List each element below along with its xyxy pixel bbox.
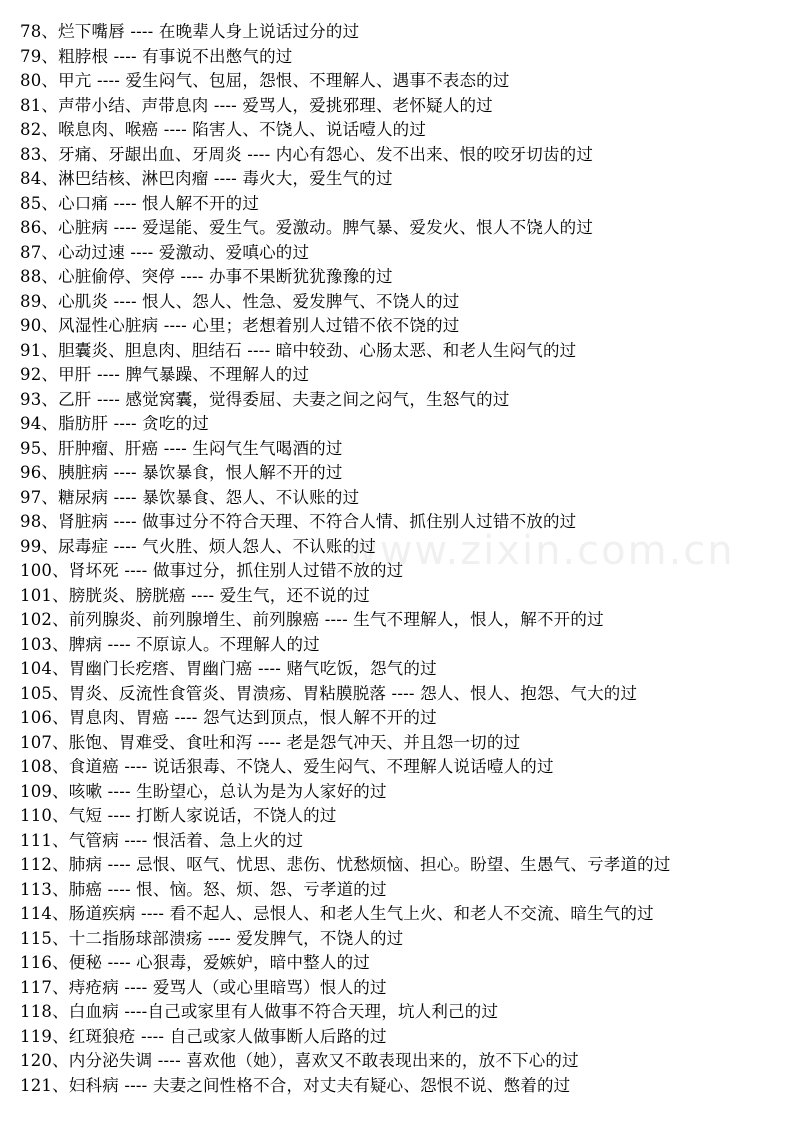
list-item: 99、尿毒症 ---- 气火胜、烦人怨人、不认账的过 [20,536,376,556]
list-item: 93、乙肝 ---- 感觉窝囊，觉得委屈、夫妻之间之闷气，生怒气的过 [20,389,510,409]
list-item: 120、内分泌失调 ---- 喜欢他（她），喜欢又不敢表现出来的，放不下心的过 [20,1051,579,1070]
list-item: 121、妇科病 ---- 夫妻之间性格不合，对丈夫有疑心、怨恨不说、憋着的过 [20,1075,571,1095]
list-item: 97、糖尿病 ---- 暴饮暴食、怨人、不认账的过 [20,487,360,507]
list-item: 95、肝肿瘤、肝癌 ---- 生闷气生气喝酒的过 [20,438,343,458]
list-item: 103、脾病 ---- 不原谅人。不理解人的过 [20,634,320,654]
list-item: 102、前列腺炎、前列腺增生、前列腺癌 ---- 生气不理解人，恨人，解不开的过 [20,610,604,629]
list-item: 114、肠道疾病 ---- 看不起人、忌恨人、和老人生气上火、和老人不交流、暗生气的过 [20,904,654,923]
list-item: 96、胰脏病 ---- 暴饮暴食，恨人解不开的过 [20,463,343,482]
list-item: 86、心脏病 ---- 爱逞能、爱生气。爱激动。脾气暴、爱发火、恨人不饶人的过 [20,218,594,237]
list-item: 110、气短 ---- 打断人家说话，不饶人的过 [20,806,337,825]
list-item: 84、淋巴结核、淋巴肉瘤 ---- 毒火大，爱生气的过 [20,169,393,188]
list-item: 92、甲肝 ---- 脾气暴躁、不理解人的过 [20,365,310,384]
list-item: 104、胃幽门长疙瘩、胃幽门癌 ---- 赌气吃饭，怨气的过 [20,659,437,678]
list-item: 89、心肌炎 ---- 恨人、怨人、性急、爱发脾气、不饶人的过 [20,291,460,311]
list-item: 79、粗脖根 ---- 有事说不出憋气的过 [20,46,293,66]
list-item: 81、声带小结、声带息肉 ---- 爱骂人，爱挑邪理、老怀疑人的过 [20,95,493,115]
list-item: 87、心动过速 ---- 爱激动、爱嗔心的过 [20,242,310,262]
list-item: 101、膀胱炎、膀胱癌 ---- 爱生气，还不说的过 [20,585,370,605]
list-item: 94、脂肪肝 ---- 贪吃的过 [20,414,209,433]
list-item: 98、肾脏病 ---- 做事过分不符合天理、不符合人情、抓住别人过错不放的过 [20,512,577,531]
list-item: 109、咳嗽 ---- 生盼望心，总认为是为人家好的过 [20,781,387,801]
list-item: 100、肾坏死 ---- 做事过分，抓住别人过错不放的过 [20,561,404,580]
list-item: 113、肺癌 ---- 恨、恼。怒、烦、怨、亏孝道的过 [20,879,387,899]
list-item: 117、痔疮病 ---- 爱骂人（或心里暗骂）恨人的过 [20,977,387,997]
list-item: 80、甲亢 ---- 爱生闷气、包屈，怨恨、不理解人、遇事不表态的过 [20,71,510,90]
list-item: 111、气管病 ---- 恨活着、急上火的过 [20,830,304,850]
list-item: 88、心脏偷停、突停 ---- 办事不果断犹犹豫豫的过 [20,267,393,286]
list-item: 118、白血病 ----自己或家里有人做事不符合天理，坑人利己的过 [20,1002,499,1021]
list-item: 90、风湿性心脏病 ---- 心里；老想着别人过错不依不饶的过 [20,316,460,335]
list-item: 106、胃息肉、胃癌 ---- 怨气达到顶点，恨人解不开的过 [20,708,437,727]
watermark: www.zixin.com.cn [345,528,735,574]
list-item: 112、肺病 ---- 忌恨、呕气、忧思、悲伤、忧愁烦恼、担心。盼望、生愚气、亏孝道的过 [20,855,671,874]
list-item: 78、烂下嘴唇 ---- 在晚辈人身上说话过分的过 [20,22,360,41]
list-item: 91、胆囊炎、胆息肉、胆结石 ---- 暗中较劲、心肠太恶、和老人生闷气的过 [20,340,577,360]
list-item: 108、食道癌 ---- 说话狠毒、不饶人、爱生闷气、不理解人说话噎人的过 [20,757,554,776]
list-item: 116、便秘 ---- 心狠毒，爱嫉妒，暗中整人的过 [20,953,370,972]
list-item: 83、牙痛、牙龈出血、牙周炎 ---- 内心有怨心、发不出来、恨的咬牙切齿的过 [20,144,594,164]
list-item: 119、红斑狼疮 ---- 自己或家人做事断人后路的过 [20,1026,387,1046]
ailment-cause-list [20,20,792,1098]
list-item: 115、十二指肠球部溃疡 ---- 爱发脾气，不饶人的过 [20,928,404,948]
list-item: 82、喉息肉、喉癌 ---- 陷害人、不饶人、说话噎人的过 [20,120,427,139]
list-item: 85、心口痛 ---- 恨人解不开的过 [20,193,260,213]
list-item: 107、胀饱、胃难受、食吐和泻 ---- 老是怨气冲天、并且怨一切的过 [20,732,521,752]
list-item: 105、胃炎、反流性食管炎、胃溃疡、胃粘膜脱落 ---- 怨人、恨人、抱怨、气大的过 [20,683,638,703]
